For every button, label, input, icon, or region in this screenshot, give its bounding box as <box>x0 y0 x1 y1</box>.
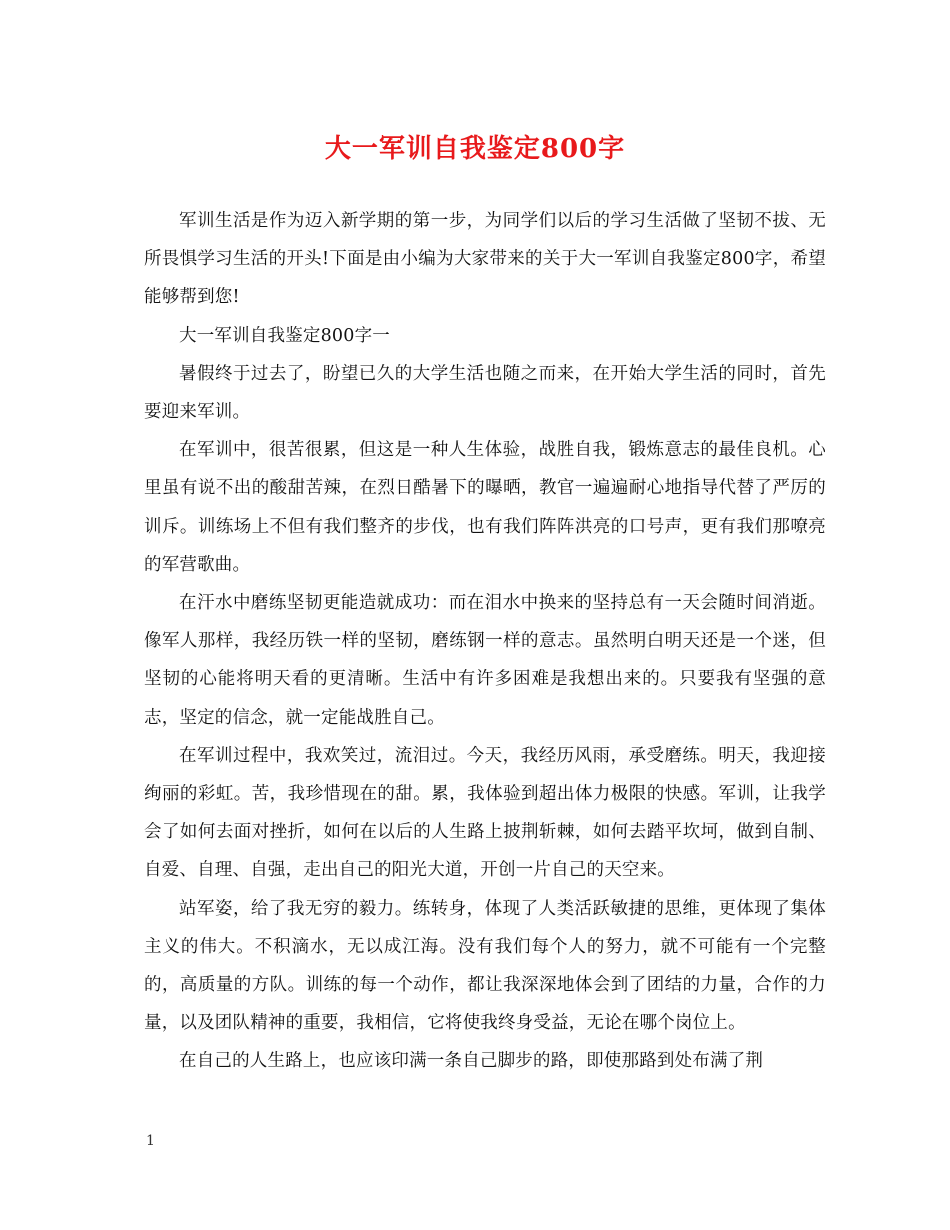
paragraph: 在军训过程中，我欢笑过，流泪过。今天，我经历风雨，承受磨练。明天，我迎接绚丽的彩虹。苦，我珍惜现在的甜。累，我体验到超出体力极限的快感。军训，让我学会了如何去面对挫折，如何在以后的人生路上披荆斩棘，如何去踏平坎坷，做到自制、自爱、自理、自强，走出自己的阳光大道，开创一片自己的天空来。 <box>144 745 826 881</box>
paragraph: 在汗水中磨练坚韧更能造就成功：而在泪水中换来的坚持总有一天会随时间消逝。像军人那样，我经历铁一样的坚韧，磨练钢一样的意志。虽然明白明天还是一个迷，但坚韧的心能将明天看的更清晰。生活中有许多困难是我想出来的。只要我有坚强的意志，坚定的信念，就一定能战胜自己。 <box>144 593 826 728</box>
paragraph: 暑假终于过去了，盼望已久的大学生活也随之而来，在开始大学生活的同时，首先要迎来军训。 <box>144 363 826 423</box>
paragraph: 在军训中，很苦很累，但这是一种人生体验，战胜自我，锻炼意志的最佳良机。心里虽有说不出的酸甜苦辣，在烈日酷暑下的曝晒，教官一遍遍耐心地指导代替了严厉的训斥。训练场上不但有我们整齐的步伐，也有我们阵阵洪亮的口号声，更有我们那嘹亮的军营歌曲。 <box>144 440 826 575</box>
document-title: 大一军训自我鉴定800字 <box>324 134 626 164</box>
section-heading: 大一军训自我鉴定800字一 <box>179 325 391 346</box>
page-number: 1 <box>146 1133 155 1149</box>
paragraph: 在自己的人生路上，也应该印满一条自己脚步的路，即使那路到处布满了荆 <box>179 1051 764 1072</box>
paragraph: 站军姿，给了我无穷的毅力。练转身，体现了人类活跃敏捷的思维，更体现了集体主义的伟大。不积滴水，无以成江海。没有我们每个人的努力，就不可能有一个完整的，高质量的方队。训练的每一个动作，都让我深深地体会到了团结的力量，合作的力量，以及团队精神的重要，我相信，它将使我终身受益，无论在哪个岗位上。 <box>144 898 826 1034</box>
document-body <box>144 202 826 1081</box>
paragraph-intro: 军训生活是作为迈入新学期的第一步，为同学们以后的学习生活做了坚韧不拔、无所畏惧学习生活的开头!下面是由小编为大家带来的关于大一军训自我鉴定800字，希望能够帮到您! <box>144 211 826 308</box>
